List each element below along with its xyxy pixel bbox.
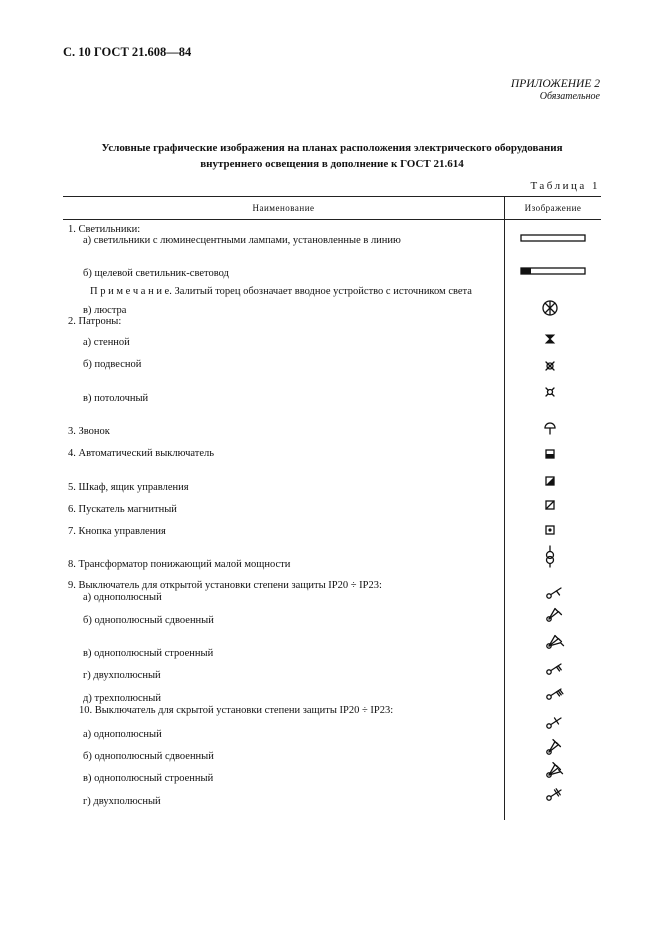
table-row-text: а) однополюсный — [83, 592, 162, 603]
table-row-text: б) щелевой светильник-световод — [83, 268, 229, 279]
symbol-column — [505, 0, 601, 936]
switch-open-triple-icon — [547, 636, 564, 649]
table-row-text: 6. Пускатель магнитный — [68, 504, 177, 515]
linear-fluorescent-luminaire-icon — [521, 235, 585, 241]
table-number: Таблица 1 — [530, 180, 600, 192]
table-row-text: д) трехполюсный — [83, 693, 161, 704]
switch-open-double-icon — [547, 609, 562, 622]
title-line-2: внутреннего освещения в дополнение к ГОСТ 21.614 — [200, 158, 464, 170]
chandelier-icon — [543, 301, 557, 315]
column-header-image: Изображение — [524, 203, 582, 213]
switch-hidden-single-pole-icon — [547, 718, 561, 728]
table-row-text: б) однополюсный сдвоенный — [83, 615, 214, 626]
table-row-text: б) подвесной — [83, 359, 142, 370]
appendix-number: ПРИЛОЖЕНИЕ 2 — [510, 78, 600, 90]
table-row-text: б) однополюсный сдвоенный — [83, 751, 214, 762]
table-row-text: а) однополюсный — [83, 729, 162, 740]
magnetic-starter-icon — [546, 501, 554, 509]
table-row-text: 2. Патроны: — [68, 316, 122, 327]
table-row-text: 4. Автоматический выключатель — [68, 448, 215, 459]
table-row-text: а) стенной — [83, 337, 130, 348]
switch-open-two-pole-icon — [547, 664, 561, 674]
table-row-text: в) люстра — [83, 305, 127, 316]
table-row-text: 1. Светильники: — [68, 224, 141, 235]
circuit-breaker-icon — [546, 450, 554, 458]
table-row-text: в) потолочный — [83, 393, 149, 404]
control-cabinet-icon — [546, 477, 554, 485]
table-row-text: 5. Шкаф, ящик управления — [68, 482, 189, 493]
switch-hidden-double-icon — [547, 740, 561, 755]
bell-icon — [545, 423, 555, 434]
table-row-text: г) двухполюсный — [83, 796, 161, 807]
column-header-name: Наименование — [252, 203, 315, 213]
page-reference: С. 10 ГОСТ 21.608—84 — [63, 45, 192, 59]
wall-lampholder-icon — [546, 335, 554, 343]
table-row-text: 10. Выключатель для скрытой установки степени защиты IP20 ÷ IP23: — [79, 705, 394, 716]
table-row-text: 8. Трансформатор понижающий малой мощности — [68, 559, 291, 570]
table-row-text: 9. Выключатель для открытой установки степени защиты IP20 ÷ IP23: — [68, 580, 382, 591]
pendant-lampholder-icon — [546, 362, 554, 370]
control-button-icon — [546, 526, 554, 534]
step-down-transformer-icon — [547, 546, 554, 567]
appendix-status: Обязательное — [539, 91, 600, 102]
table-row-text: в) однополюсный строенный — [83, 648, 214, 659]
title-line-1: Условные графические изображения на планах расположения электрического оборудования — [101, 142, 563, 154]
switch-hidden-two-pole-icon — [547, 789, 561, 800]
table-row-text: а) светильники с люминесцентными лампами, установленные в линию — [83, 235, 401, 246]
slot-light-guide-icon — [521, 268, 585, 274]
table-row-text: г) двухполюсный — [83, 670, 161, 681]
table-row-text: 7. Кнопка управления — [68, 526, 166, 537]
table-row-text: 3. Звонок — [68, 426, 110, 437]
table-row-text: П р и м е ч а н и е. Залитый торец обозначает вводное устройство с источником света — [90, 286, 472, 297]
switch-hidden-triple-icon — [547, 763, 563, 778]
ceiling-lampholder-icon — [546, 388, 554, 396]
switch-open-three-pole-icon — [547, 689, 563, 699]
table-row-text: в) однополюсный строенный — [83, 773, 214, 784]
switch-open-single-pole-icon — [547, 588, 561, 598]
